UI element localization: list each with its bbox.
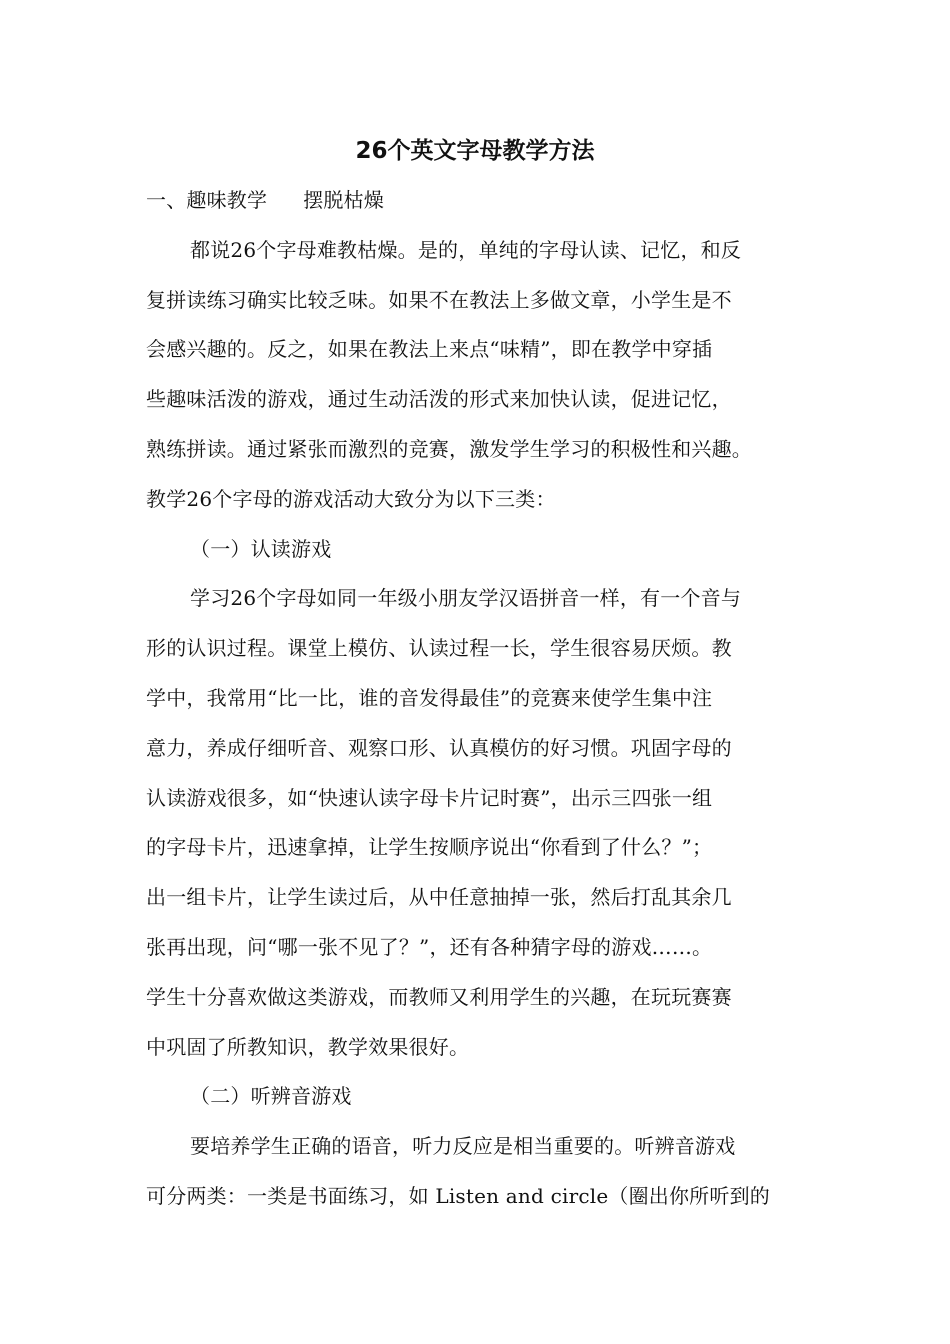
paragraph-line: 可分两类：一类是书面练习，如 Listen and circle（圈出你所听到的 <box>146 1183 770 1208</box>
paragraph-line: 复拼读练习确实比较乏味。如果不在教法上多做文章，小学生是不 <box>146 287 732 312</box>
document-body <box>146 176 814 1222</box>
paragraph-line: 些趣味活泼的游戏，通过生动活泼的形式来加快认读，促进记忆， <box>146 387 732 412</box>
section-heading-part-2: 摆脱枯燥 <box>303 188 385 212</box>
paragraph-line: 的字母卡片，迅速拿掉，让学生按顺序说出“你看到了什么？”； <box>146 835 713 860</box>
section-heading <box>146 176 814 226</box>
paragraph-line: 学习26个字母如同一年级小朋友学汉语拼音一样，有一个音与 <box>190 586 742 611</box>
paragraph-line: 要培养学生正确的语音，听力反应是相当重要的。听辨音游戏 <box>190 1134 736 1159</box>
subsection-heading: （一）认读游戏 <box>190 536 332 561</box>
paragraph-line: 张再出现，问“哪一张不见了？”，还有各种猜字母的游戏……。 <box>146 934 713 959</box>
paragraph-line: 都说26个字母难教枯燥。是的，单纯的字母认读、记忆，和反 <box>190 237 742 262</box>
paragraph-line: 学生十分喜欢做这类游戏，而教师又利用学生的兴趣，在玩玩赛赛 <box>146 984 732 1009</box>
paragraph-line: 会感兴趣的。反之，如果在教法上来点“味精”，即在教学中穿插 <box>146 337 713 362</box>
paragraph-line: 出一组卡片，让学生读过后，从中任意抽掉一张，然后打乱其余几 <box>146 885 732 910</box>
paragraph-line: 认读游戏很多，如“快速认读字母卡片记时赛”，出示三四张一组 <box>146 785 713 810</box>
subsection-heading: （二）听辨音游戏 <box>190 1084 352 1109</box>
document-title: 26个英文字母教学方法 <box>355 138 595 164</box>
paragraph-line: 意力，养成仔细听音、观察口形、认真模仿的好习惯。巩固字母的 <box>146 735 732 760</box>
section-heading-part-1: 一、趣味教学 <box>146 188 268 212</box>
paragraph-line: 中巩固了所教知识，教学效果很好。 <box>146 1034 470 1059</box>
paragraph-line: 熟练拼读。通过紧张而激烈的竞赛，激发学生学习的积极性和兴趣。 <box>146 436 752 461</box>
paragraph-line: 形的认识过程。课堂上模仿、认读过程一长，学生很容易厌烦。教 <box>146 636 732 661</box>
paragraph-line: 教学26个字母的游戏活动大致分为以下三类： <box>146 486 556 511</box>
paragraph-line: 学中，我常用“比一比，谁的音发得最佳”的竞赛来使学生集中注 <box>146 685 713 710</box>
